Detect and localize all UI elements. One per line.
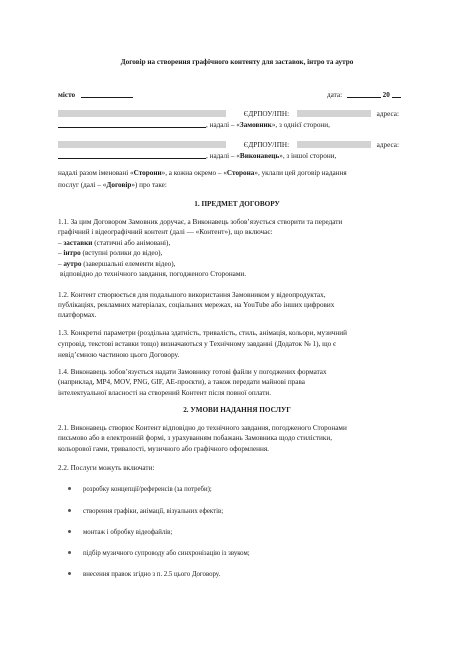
contractor-line-2 <box>58 151 336 161</box>
section-1-heading: 1. ПРЕДМЕТ ДОГОВОРУ <box>194 200 280 208</box>
intro-paragraph: надалі разом іменовані «Сторони», а кожна окремо – «Сторона», уклали цей договір надання послуг (далі – «Договір») про таке: <box>58 169 347 189</box>
contractor-text-b: », з іншої сторони, <box>279 152 337 160</box>
customer-edrpou-field[interactable] <box>297 110 371 117</box>
item-list-2: – інтро (вступні ролики до відео), <box>58 249 163 258</box>
date-year-prefix: 20 <box>382 91 390 99</box>
customer-line-2 <box>58 120 330 130</box>
contractor-line-1 <box>58 141 399 150</box>
document-title: Договір на створення графічного контенту для заставок, інтро та аутро <box>120 58 354 66</box>
customer-address-label: адреса: <box>376 110 399 118</box>
contractor-address-field[interactable] <box>58 151 206 159</box>
bullet-dot-icon <box>68 530 71 533</box>
section-2-heading: 2. УМОВИ НАДАННЯ ПОСЛУГ <box>183 406 291 414</box>
date-label: дата: <box>327 91 343 99</box>
bullet-dot-icon <box>68 509 71 512</box>
city-row <box>58 90 133 100</box>
clause-1-3: 1.3. Конкретні параметри (роздільна здатність, тривалість, стиль, анімація, кольори, музичний супровід, текстові вставки тощо) визначаються у Технічному завданні (Додаток № 1), що є невід’ємною частиною цього Договору. <box>58 329 347 359</box>
bullet-dot-icon <box>68 551 71 554</box>
clause-1-4: 1.4. Виконавець зобов’язується надати Замовнику готові файли у погоджених форматах (наприклад, MP4, MOV, PNG, GIF, AE-проєкти), а також передати майнові права інтелектуальної власності на створений Контент після повної оплати. <box>58 368 327 397</box>
customer-name-field[interactable] <box>58 110 226 117</box>
list-item: підбір музичного супроводу або синхронізацію із звуком; <box>68 550 250 557</box>
city-label: місто <box>58 91 76 99</box>
city-field[interactable] <box>81 90 133 98</box>
list-item: внесення правок згідно з п. 2.5 цього Договору. <box>68 571 220 578</box>
list-item: створення графіки, анімації, візуальних ефектів; <box>68 508 223 515</box>
customer-edrpou-label: ЄДРПОУ/ІПН: <box>243 110 290 118</box>
item-list-3: – аутро (завершальні елементи відео), <box>58 259 176 268</box>
date-row <box>327 90 401 100</box>
customer-address-field[interactable] <box>58 120 206 128</box>
contractor-role: Виконавець <box>239 152 280 160</box>
customer-text-a: , надалі – « <box>206 121 240 129</box>
date-year-field[interactable] <box>392 90 401 98</box>
customer-role: Замовник <box>239 121 272 129</box>
contractor-text-a: , надалі – « <box>206 152 240 160</box>
customer-line-1 <box>58 110 399 119</box>
clause-2-1: 2.1. Виконавець створює Контент відповідно до технічного завдання, погодженого Сторонами письмово або в електронній формі, з урахуванням побажань Замовника щодо стилістики, кольорової гами, тривалості, музичного або графічного оформлення. <box>58 424 347 453</box>
contractor-name-field[interactable] <box>58 141 226 148</box>
customer-text-b: », з однієї сторони, <box>271 121 330 129</box>
date-field[interactable] <box>347 90 381 98</box>
clause-1-2: 1.2. Контент створюється для подальшого використання Замовником у відеопродуктах, публікаціях, рекламних матеріалах, соціальних мережах, на YouTube або інших цифрових платформах. <box>58 291 335 320</box>
clause-1-1: 1.1. За цим Договором Замовник доручає, а Виконавець зобов’язується створити та передати графічний і відеографічний контент (далі — «Контент»), що включає: – заставки (статичні або анімовані), – інтро (вступні ролики до відео), – аутро (завершальні елементи відео), відповідно до технічного завдання, погодженого Сторонами. <box>58 217 416 279</box>
clause-2-2: 2.2. Послуги можуть включати: <box>58 464 155 472</box>
contractor-address-label: адреса: <box>376 141 399 149</box>
list-item: монтаж і обробку відеофайлів; <box>68 529 172 536</box>
list-item: розробку концепції/референсів (за потреби); <box>68 486 212 493</box>
contractor-edrpou-field[interactable] <box>297 141 371 148</box>
bullet-dot-icon <box>68 487 71 490</box>
contractor-edrpou-label: ЄДРПОУ/ІПН: <box>243 141 290 149</box>
bullet-dot-icon <box>68 572 71 575</box>
item-list-1: – заставки (статичні або анімовані), <box>58 238 171 247</box>
